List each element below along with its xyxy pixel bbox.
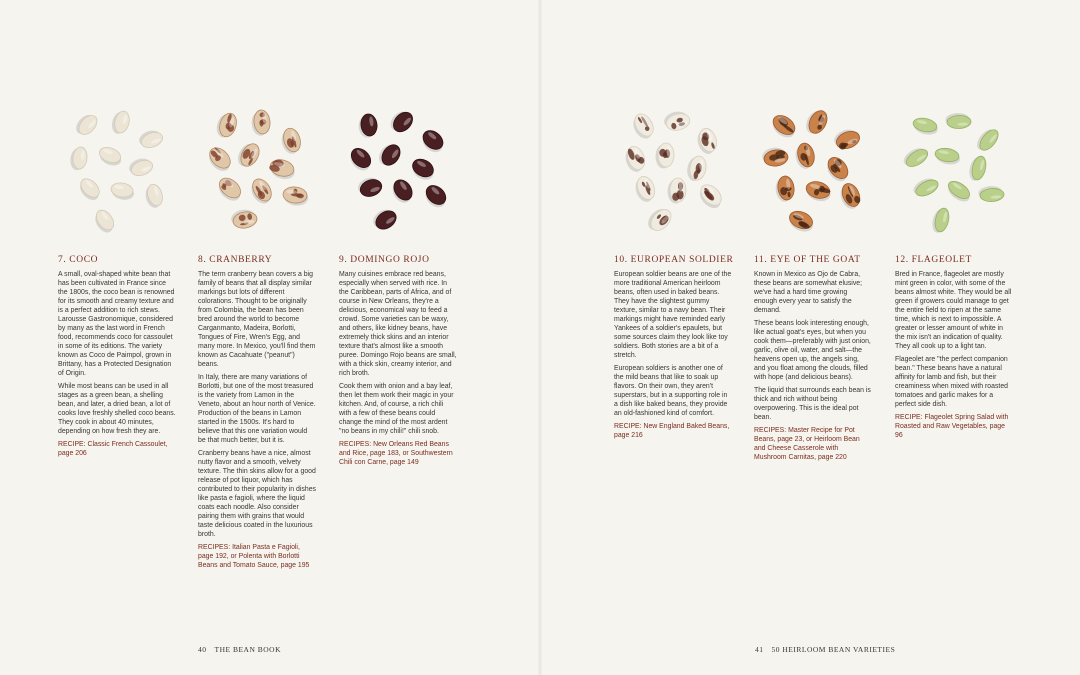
european-soldier-beans-icon (612, 100, 736, 240)
bean-photo (196, 100, 320, 240)
description-paragraph: The term cranberry bean covers a big family of beans that all display similar markings but lots of different colorations. Thought to be originally from Colombia, the bean has been bred around the world to become Carganmanto, Madeira, Borlotti, Tongues of Fire, Wren's Egg, and many more. In Mexico, you'll find them known as Cacahuate ("peanut") beans. (198, 271, 316, 368)
bean-icon (230, 208, 258, 231)
bean-icon (214, 110, 239, 140)
bean-icon (127, 155, 155, 179)
description-paragraph: The liquid that surrounds each bean is thick and rich without being overpowering. This is the ideal pot bean. (754, 387, 871, 421)
description-paragraph: While most beans can be used in all stages as a green bean, a shelling bean, and later, a dried bean, a lot of cooks love freshly shelled coco beans. They cook in about 40 minutes, depending on how fresh they are. (58, 383, 176, 435)
folio-page-number: 41 (755, 645, 764, 654)
domingo-rojo-beans-icon (337, 100, 461, 240)
bean-icon (69, 146, 88, 171)
bean-description (198, 270, 316, 574)
description-paragraph: In Italy, there are many variations of Borlotti, but one of the most treasured is the variety from Lamon in the Veneto, about an hour north of Venice. Production of the beans in Lamon started in the 1500s. It's hard to believe that this one variation would be that much better, but it is. (198, 374, 316, 444)
bean-title: 9. DOMINGO ROJO (339, 255, 430, 265)
bean-icon (930, 206, 951, 234)
bean-icon (110, 181, 136, 201)
bean-title: 10. EUROPEAN SOLDIER (614, 255, 734, 265)
bean-icon (370, 205, 400, 234)
flageolet-beans-icon (893, 100, 1017, 240)
bean-title: 8. CRANBERRY (198, 255, 273, 265)
bean-photo (612, 100, 736, 240)
bean-description (895, 270, 1013, 444)
bean-icon (686, 155, 708, 183)
bean-icon (695, 181, 726, 212)
bean-icon (667, 178, 686, 204)
left-folio (198, 645, 281, 654)
cranberry-beans-icon (196, 100, 320, 240)
description-paragraph: Cook them with onion and a bay leaf, then let them work their magic in your kitchen. And, of course, a rich chili with a few of these beans could change the mind of the most ardent "no beans in my chili!" chili snob. (339, 383, 454, 435)
bean-icon (110, 109, 131, 136)
bean-icon (768, 112, 799, 142)
bean-photo (337, 100, 461, 240)
folio-book-title: THE BEAN BOOK (214, 645, 281, 654)
bean-icon (267, 157, 297, 181)
bean-icon (421, 182, 451, 211)
bean-description (58, 270, 176, 462)
bean-icon (632, 174, 659, 205)
bean-icon (282, 186, 309, 207)
bean-icon (387, 107, 417, 137)
bean-icon (793, 141, 817, 170)
bean-icon (247, 176, 276, 207)
bean-icon (944, 178, 974, 205)
bean-icon (204, 144, 235, 175)
bean-icon (832, 126, 862, 152)
folio-page-number: 40 (198, 645, 207, 654)
folio-section-title: 50 HEIRLOOM BEAN VARIETIES (771, 645, 896, 654)
bean-icon (644, 204, 675, 235)
bean-icon (76, 175, 104, 203)
bean-icon (143, 182, 166, 209)
description-paragraph: These beans look interesting enough, like actual goat's eyes, but when you cook them—preferably with just onion, garlic, olive oil, water, and salt—the heavens open up, the angels sing, and you float among the clouds, filled with hope (and delicious beans). (754, 320, 871, 381)
bean-icon (901, 144, 931, 171)
bean-icon (786, 208, 817, 235)
bean-icon (408, 156, 438, 184)
bean-icon (96, 145, 124, 169)
bean-icon (388, 176, 417, 206)
recipe-reference: RECIPES: Italian Pasta e Fagioli, page 192, or Polenta with Borlotti Beans and Tomato Sauce, page 195 (198, 544, 310, 569)
bean-photo (893, 100, 1017, 240)
bean-title: 11. EYE OF THE GOAT (754, 255, 861, 265)
bean-icon (214, 174, 245, 205)
description-paragraph: Many cuisines embrace red beans, especially when served with rice. In the Caribbean, parts of Africa, and of course in New Orleans, they're a delicious, economical way to feed a crowd. Some varieties can be waxy, and others, like kidney beans, have extremely thick skins and an interior texture that's almost like a smooth puree. Domingo Rojo beans are small, with a thick skin, creamy interior, and rich broth. (339, 271, 457, 377)
recipe-reference: RECIPE: Classic French Cassoulet, page 206 (58, 441, 168, 457)
description-paragraph: European soldier beans are one of the more traditional American heirloom beans, often used in baked beans. They have the slightest gummy texture, similar to a navy bean. Their markings might have reminded early Yankees of a soldier's epaulets, but some sources claim they look like toy soldiers. Both stories are a bit of a stretch. (614, 271, 732, 359)
bean-icon (622, 144, 648, 174)
bean-icon (774, 175, 796, 203)
description-paragraph: Bred in France, flageolet are mostly mint green in color, with some of the beans almost white. They would be all green if growers could manage to get the entire field to ripen at the same time, which is next to impossible. A greater or lesser amount of white in the mix isn't an indication of quality. They all cook up to a light tan. (895, 271, 1012, 350)
bean-icon (945, 113, 971, 129)
bean-icon (629, 111, 658, 142)
bean-icon (73, 110, 101, 139)
bean-icon (278, 126, 303, 156)
white-coco-beans-icon (56, 100, 180, 240)
bean-icon (656, 143, 675, 169)
bean-icon (375, 140, 403, 170)
bean-title: 12. FLAGEOLET (895, 255, 972, 265)
bean-icon (911, 116, 939, 136)
bean-icon (234, 139, 263, 170)
bean-icon (837, 181, 864, 212)
description-paragraph: Flageolet are "the perfect companion bean." These beans have a natural affinity for lamb and fish, but their creaminess when mixed with roasted tomatoes and garlic makes for a perfect side dish. (895, 356, 1008, 408)
description-paragraph: European soldiers is another one of the mild beans that like to soak up flavors. On their own, they aren't superstars, but in a supporting role in a dish like baked beans, they provide an old-fashioned kind of comfort. (614, 365, 728, 417)
bean-description (754, 270, 872, 466)
bean-icon (357, 113, 378, 139)
bean-icon (346, 145, 376, 175)
bean-icon (250, 109, 271, 136)
bean-icon (356, 174, 384, 199)
bean-title: 7. COCO (58, 255, 99, 265)
bean-icon (934, 147, 962, 166)
bean-icon (822, 154, 853, 185)
description-paragraph: Known in Mexico as Ojo de Cabra, these beans are somewhat elusive; we've had a hard time growing enough every year to satisfy the demand. (754, 271, 863, 314)
bean-icon (804, 179, 833, 203)
bean-icon (137, 127, 165, 151)
bean-icon (662, 109, 691, 133)
bean-icon (418, 127, 448, 156)
bean-icon (761, 146, 789, 168)
bean-icon (91, 207, 118, 236)
bean-icon (978, 185, 1005, 202)
recipe-reference: RECIPES: New Orleans Red Beans and Rice, page 183, or Southwestern Chili con Carne, page 149 (339, 441, 453, 466)
recipe-reference: RECIPES: Master Recipe for Pot Beans, page 23, or Heirloom Bean and Cheese Casserole with Mushroom Carnitas, page 220 (754, 427, 860, 461)
bean-icon (694, 126, 720, 156)
page-gutter (538, 0, 542, 675)
bean-photo (752, 100, 876, 240)
bean-icon (911, 175, 941, 200)
eye-of-the-goat-beans-icon (752, 100, 876, 240)
bean-icon (974, 125, 1002, 155)
description-paragraph: Cranberry beans have a nice, almost nutty flavor and a smooth, velvety texture. The thin skins allow for a good release of pot liquor, which has contributed to their popularity in dishes like pasta e fagioli, where the liquid coats each noodle. Also consider pairing them with grains that would taste delicious coated in the luxurious broth. (198, 450, 316, 538)
right-folio (755, 645, 895, 654)
bean-description (614, 270, 732, 444)
bean-description (339, 270, 457, 471)
bean-icon (967, 154, 988, 182)
bean-icon (803, 107, 831, 138)
bean-photo (56, 100, 180, 240)
recipe-reference: RECIPE: Flageolet Spring Salad with Roasted and Raw Vegetables, page 96 (895, 414, 1009, 439)
recipe-reference: RECIPE: New England Baked Beans, page 216 (614, 423, 730, 439)
description-paragraph: A small, oval-shaped white bean that has been cultivated in France since the 1800s, the coco bean is renowned for its smooth and creamy texture and is a perfect addition to rich stews. Larousse Gastronomique, considered by many as the last word in French food, recommends coco for cassoulet in some of its editions. The variety known as Coco de Paimpol, grown in Brittany, has a Protected Designation of Origin. (58, 271, 175, 377)
